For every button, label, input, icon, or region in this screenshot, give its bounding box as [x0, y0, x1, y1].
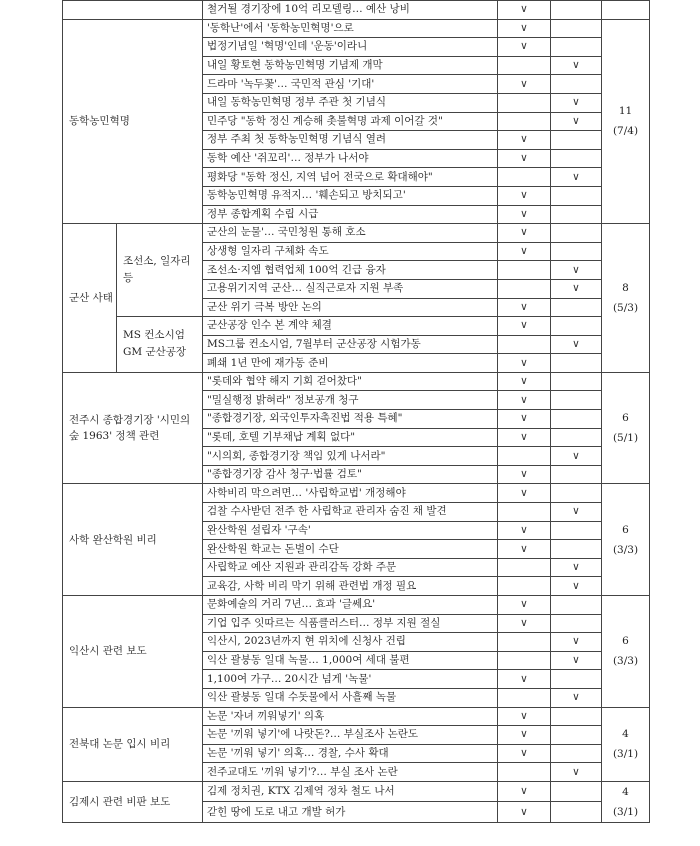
check-cell-1	[498, 503, 551, 522]
check-cell-1: ∨	[498, 521, 551, 540]
headline-cell: 익산시, 2023년까지 현 위치에 신청사 건립	[203, 633, 498, 652]
check-cell-1: ∨	[498, 242, 551, 261]
headline-cell: 법정기념일 '혁명'인데 '운동'이라니	[203, 38, 498, 57]
table-row	[63, 707, 650, 726]
check-cell-1: ∨	[498, 428, 551, 447]
check-cell-2	[551, 298, 602, 317]
check-cell-2: ∨	[551, 168, 602, 187]
check-cell-2: ∨	[551, 447, 602, 466]
headline-cell: 조선소·지엠 협력업체 100억 긴급 융자	[203, 261, 498, 280]
check-cell-1: ∨	[498, 224, 551, 243]
check-cell-2	[551, 465, 602, 484]
count-breakdown: (3/3)	[612, 543, 639, 556]
article-count: 4	[622, 728, 629, 741]
headline-cell: "롯데, 호텔 기부채납 계획 없다"	[203, 428, 498, 447]
news-coverage-table	[62, 0, 650, 823]
section-category-cell: 군산 사태	[63, 224, 117, 373]
article-count: 6	[622, 635, 629, 648]
check-cell-2	[551, 521, 602, 540]
headline-cell: 내일 황토현 동학농민혁명 기념제 개막	[203, 56, 498, 75]
headline-cell: 1,100여 가구… 20시간 넘게 '녹물'	[203, 670, 498, 689]
section-total-cell	[602, 19, 650, 224]
check-cell-2: ∨	[551, 558, 602, 577]
headline-cell: "종합경기장 감사 청구·법률 검토"	[203, 465, 498, 484]
section-total-cell	[602, 707, 650, 781]
article-count: 4	[622, 785, 629, 798]
check-cell-1	[498, 447, 551, 466]
check-cell-1: ∨	[498, 391, 551, 410]
headline-cell: 논문 '끼워 넣기'에 나랏돈?… 부실조사 논란도	[203, 726, 498, 745]
section-category-cell	[63, 1, 203, 20]
check-cell-1: ∨	[498, 317, 551, 336]
check-cell-1: ∨	[498, 205, 551, 224]
check-cell-1: ∨	[498, 744, 551, 763]
table-row	[63, 484, 650, 503]
check-cell-2	[551, 540, 602, 559]
headline-cell: 문화예술의 거리 7년… 효과 '글쎄요'	[203, 596, 498, 615]
check-cell-2	[551, 75, 602, 94]
check-cell-1: ∨	[498, 726, 551, 745]
check-cell-1: ∨	[498, 781, 551, 802]
headline-cell: 군산 위기 극복 방안 논의	[203, 298, 498, 317]
headline-cell: 군산공장 인수 본 계약 체결	[203, 317, 498, 336]
check-cell-2	[551, 410, 602, 429]
article-count: 6	[622, 523, 629, 536]
check-cell-2	[551, 205, 602, 224]
check-cell-2	[551, 428, 602, 447]
headline-cell: "종합경기장, 외국인투자촉진법 적용 특혜"	[203, 410, 498, 429]
headline-cell: 기업 입주 잇따르는 식품클러스터… 정부 지원 절실	[203, 614, 498, 633]
check-cell-2	[551, 781, 602, 802]
check-cell-2	[551, 802, 602, 823]
check-cell-1: ∨	[498, 149, 551, 168]
check-cell-2	[551, 484, 602, 503]
check-cell-1	[498, 56, 551, 75]
headline-cell: 갇힌 땅에 도로 내고 개발 허가	[203, 802, 498, 823]
headline-cell: 평화당 "동학 정신, 지역 넘어 전국으로 확대해야"	[203, 168, 498, 187]
check-cell-1: ∨	[498, 19, 551, 38]
headline-cell: 정부 주최 첫 동학농민혁명 기념식 열려	[203, 131, 498, 150]
table-row	[63, 19, 650, 38]
headline-cell: MS그룹 컨소시엄, 7월부터 군산공장 시험가동	[203, 335, 498, 354]
check-cell-2: ∨	[551, 503, 602, 522]
headline-cell: 김제 정치권, KTX 김제역 정차 철도 나서	[203, 781, 498, 802]
table-row	[63, 224, 650, 243]
check-cell-1	[498, 577, 551, 596]
article-count: 6	[622, 412, 629, 425]
check-cell-1: ∨	[498, 354, 551, 373]
headline-cell: 전주교대도 '끼워 넣기'?… 부실 조사 논란	[203, 763, 498, 782]
check-cell-2: ∨	[551, 763, 602, 782]
table-row	[63, 781, 650, 802]
headline-cell: 익산 괄붕동 일대 녹물… 1,000여 세대 불편	[203, 651, 498, 670]
check-cell-2	[551, 726, 602, 745]
section-category-cell: 사학 완산학원 비리	[63, 484, 203, 596]
check-cell-1	[498, 633, 551, 652]
check-cell-2: ∨	[551, 688, 602, 707]
table-row	[63, 317, 650, 336]
check-cell-2: ∨	[551, 261, 602, 280]
section-total-cell	[602, 224, 650, 373]
headline-cell: 사학비리 막으려면… '사립학교법' 개정해야	[203, 484, 498, 503]
check-cell-2	[551, 242, 602, 261]
check-cell-2: ∨	[551, 56, 602, 75]
check-cell-2: ∨	[551, 335, 602, 354]
headline-cell: "시의회, 종합경기장 책임 있게 나서라"	[203, 447, 498, 466]
table-row	[63, 372, 650, 391]
headline-cell: 상생형 일자리 구체화 속도	[203, 242, 498, 261]
check-cell-1: ∨	[498, 484, 551, 503]
check-cell-2: ∨	[551, 633, 602, 652]
check-cell-2	[551, 354, 602, 373]
check-cell-2	[551, 186, 602, 205]
check-cell-1	[498, 112, 551, 131]
check-cell-1	[498, 688, 551, 707]
check-cell-1: ∨	[498, 802, 551, 823]
check-cell-1: ∨	[498, 38, 551, 57]
table-row	[63, 596, 650, 615]
table-row	[63, 1, 650, 20]
check-cell-2	[551, 614, 602, 633]
check-cell-1: ∨	[498, 596, 551, 615]
section-total-cell	[602, 1, 650, 20]
check-cell-1	[498, 335, 551, 354]
check-cell-2	[551, 372, 602, 391]
section-category-cell: 김제시 관련 비판 보도	[63, 781, 203, 822]
check-cell-1	[498, 93, 551, 112]
count-breakdown: (3/1)	[612, 805, 639, 818]
headline-cell: 드라마 '녹두꽃'… 국민적 관심 '기대'	[203, 75, 498, 94]
headline-cell: 동학농민혁명 유적지… '훼손되고 방치되고'	[203, 186, 498, 205]
check-cell-1: ∨	[498, 614, 551, 633]
headline-cell: 완산학원 설립자 '구속'	[203, 521, 498, 540]
check-cell-2: ∨	[551, 577, 602, 596]
check-cell-1: ∨	[498, 186, 551, 205]
count-breakdown: (5/3)	[612, 302, 639, 314]
check-cell-1: ∨	[498, 75, 551, 94]
section-total-cell	[602, 596, 650, 708]
headline-cell: 동학 예산 '쥐꼬리'… 정부가 나서야	[203, 149, 498, 168]
check-cell-1: ∨	[498, 707, 551, 726]
check-cell-2	[551, 224, 602, 243]
check-cell-2: ∨	[551, 112, 602, 131]
check-cell-2	[551, 707, 602, 726]
headline-cell: 고용위기지역 군산… 실직근로자 지원 부족	[203, 279, 498, 298]
count-breakdown: (7/4)	[612, 125, 639, 138]
subgroup-label-cell: 조선소, 일자리 등	[117, 224, 203, 317]
check-cell-2: ∨	[551, 651, 602, 670]
check-cell-2: ∨	[551, 93, 602, 112]
section-total-cell	[602, 484, 650, 596]
check-cell-2	[551, 391, 602, 410]
check-cell-1: ∨	[498, 131, 551, 150]
check-cell-2	[551, 38, 602, 57]
check-cell-1: ∨	[498, 540, 551, 559]
section-category-cell: 전북대 논문 입시 비리	[63, 707, 203, 781]
section-total-cell	[602, 781, 650, 822]
headline-cell: 익산 괄붕동 일대 수돗물에서 사흘째 녹물	[203, 688, 498, 707]
headline-cell: 철거될 경기장에 10억 리모델링… 예산 낭비	[203, 1, 498, 20]
headline-cell: 검찰 수사받던 전주 한 사립학교 관리자 숨진 채 발견	[203, 503, 498, 522]
headline-cell: 폐쇄 1년 만에 재가동 준비	[203, 354, 498, 373]
headline-cell: "롯데와 협약 해지 기회 걷어찼다"	[203, 372, 498, 391]
check-cell-2	[551, 744, 602, 763]
check-cell-1: ∨	[498, 465, 551, 484]
section-category-cell: 동학농민혁명	[63, 19, 203, 224]
check-cell-2	[551, 131, 602, 150]
headline-cell: 완산학원 학교는 돈벌이 수단	[203, 540, 498, 559]
check-cell-2	[551, 149, 602, 168]
headline-cell: 정부 종합계획 수립 시급	[203, 205, 498, 224]
headline-cell: 논문 '자녀 끼워넣기' 의혹	[203, 707, 498, 726]
check-cell-1	[498, 261, 551, 280]
check-cell-1: ∨	[498, 372, 551, 391]
section-category-cell: 익산시 관련 보도	[63, 596, 203, 708]
check-cell-2	[551, 596, 602, 615]
headline-cell: 군산의 눈물'… 국민청원 통해 호소	[203, 224, 498, 243]
check-cell-1	[498, 168, 551, 187]
headline-cell: 민주당 "동학 정신 계승해 촛불혁명 과제 이어갈 것"	[203, 112, 498, 131]
check-cell-1	[498, 763, 551, 782]
headline-cell: 논문 '끼워 넣기' 의혹… 경찰, 수사 확대	[203, 744, 498, 763]
check-cell-1: ∨	[498, 670, 551, 689]
headline-cell: 내일 동학농민혁명 정부 주관 첫 기념식	[203, 93, 498, 112]
check-cell-1	[498, 558, 551, 577]
check-cell-2	[551, 19, 602, 38]
count-breakdown: (3/1)	[612, 748, 639, 761]
check-cell-2	[551, 670, 602, 689]
article-count: 11	[618, 105, 633, 118]
subgroup-label-cell: MS 컨소시엄 GM 군산공장	[117, 317, 203, 373]
check-cell-1	[498, 651, 551, 670]
check-cell-1: ∨	[498, 410, 551, 429]
count-breakdown: (3/3)	[612, 655, 639, 668]
section-category-cell: 전주시 종합경기장 '시민의 숲 1963' 정책 관련	[63, 372, 203, 484]
check-cell-1: ∨	[498, 1, 551, 20]
section-total-cell	[602, 372, 650, 484]
check-cell-1	[498, 279, 551, 298]
check-cell-2	[551, 317, 602, 336]
headline-cell: '동학난'에서 '동학농민혁명'으로	[203, 19, 498, 38]
headline-cell: 교육감, 사학 비리 막기 위해 관련법 개정 필요	[203, 577, 498, 596]
headline-cell: 사립학교 예산 지원과 관리감독 강화 주문	[203, 558, 498, 577]
check-cell-2	[551, 1, 602, 20]
check-cell-1: ∨	[498, 298, 551, 317]
count-breakdown: (5/1)	[612, 432, 639, 445]
check-cell-2: ∨	[551, 279, 602, 298]
article-count: 8	[622, 282, 629, 294]
headline-cell: "밀실행정 밝혀라" 정보공개 청구	[203, 391, 498, 410]
